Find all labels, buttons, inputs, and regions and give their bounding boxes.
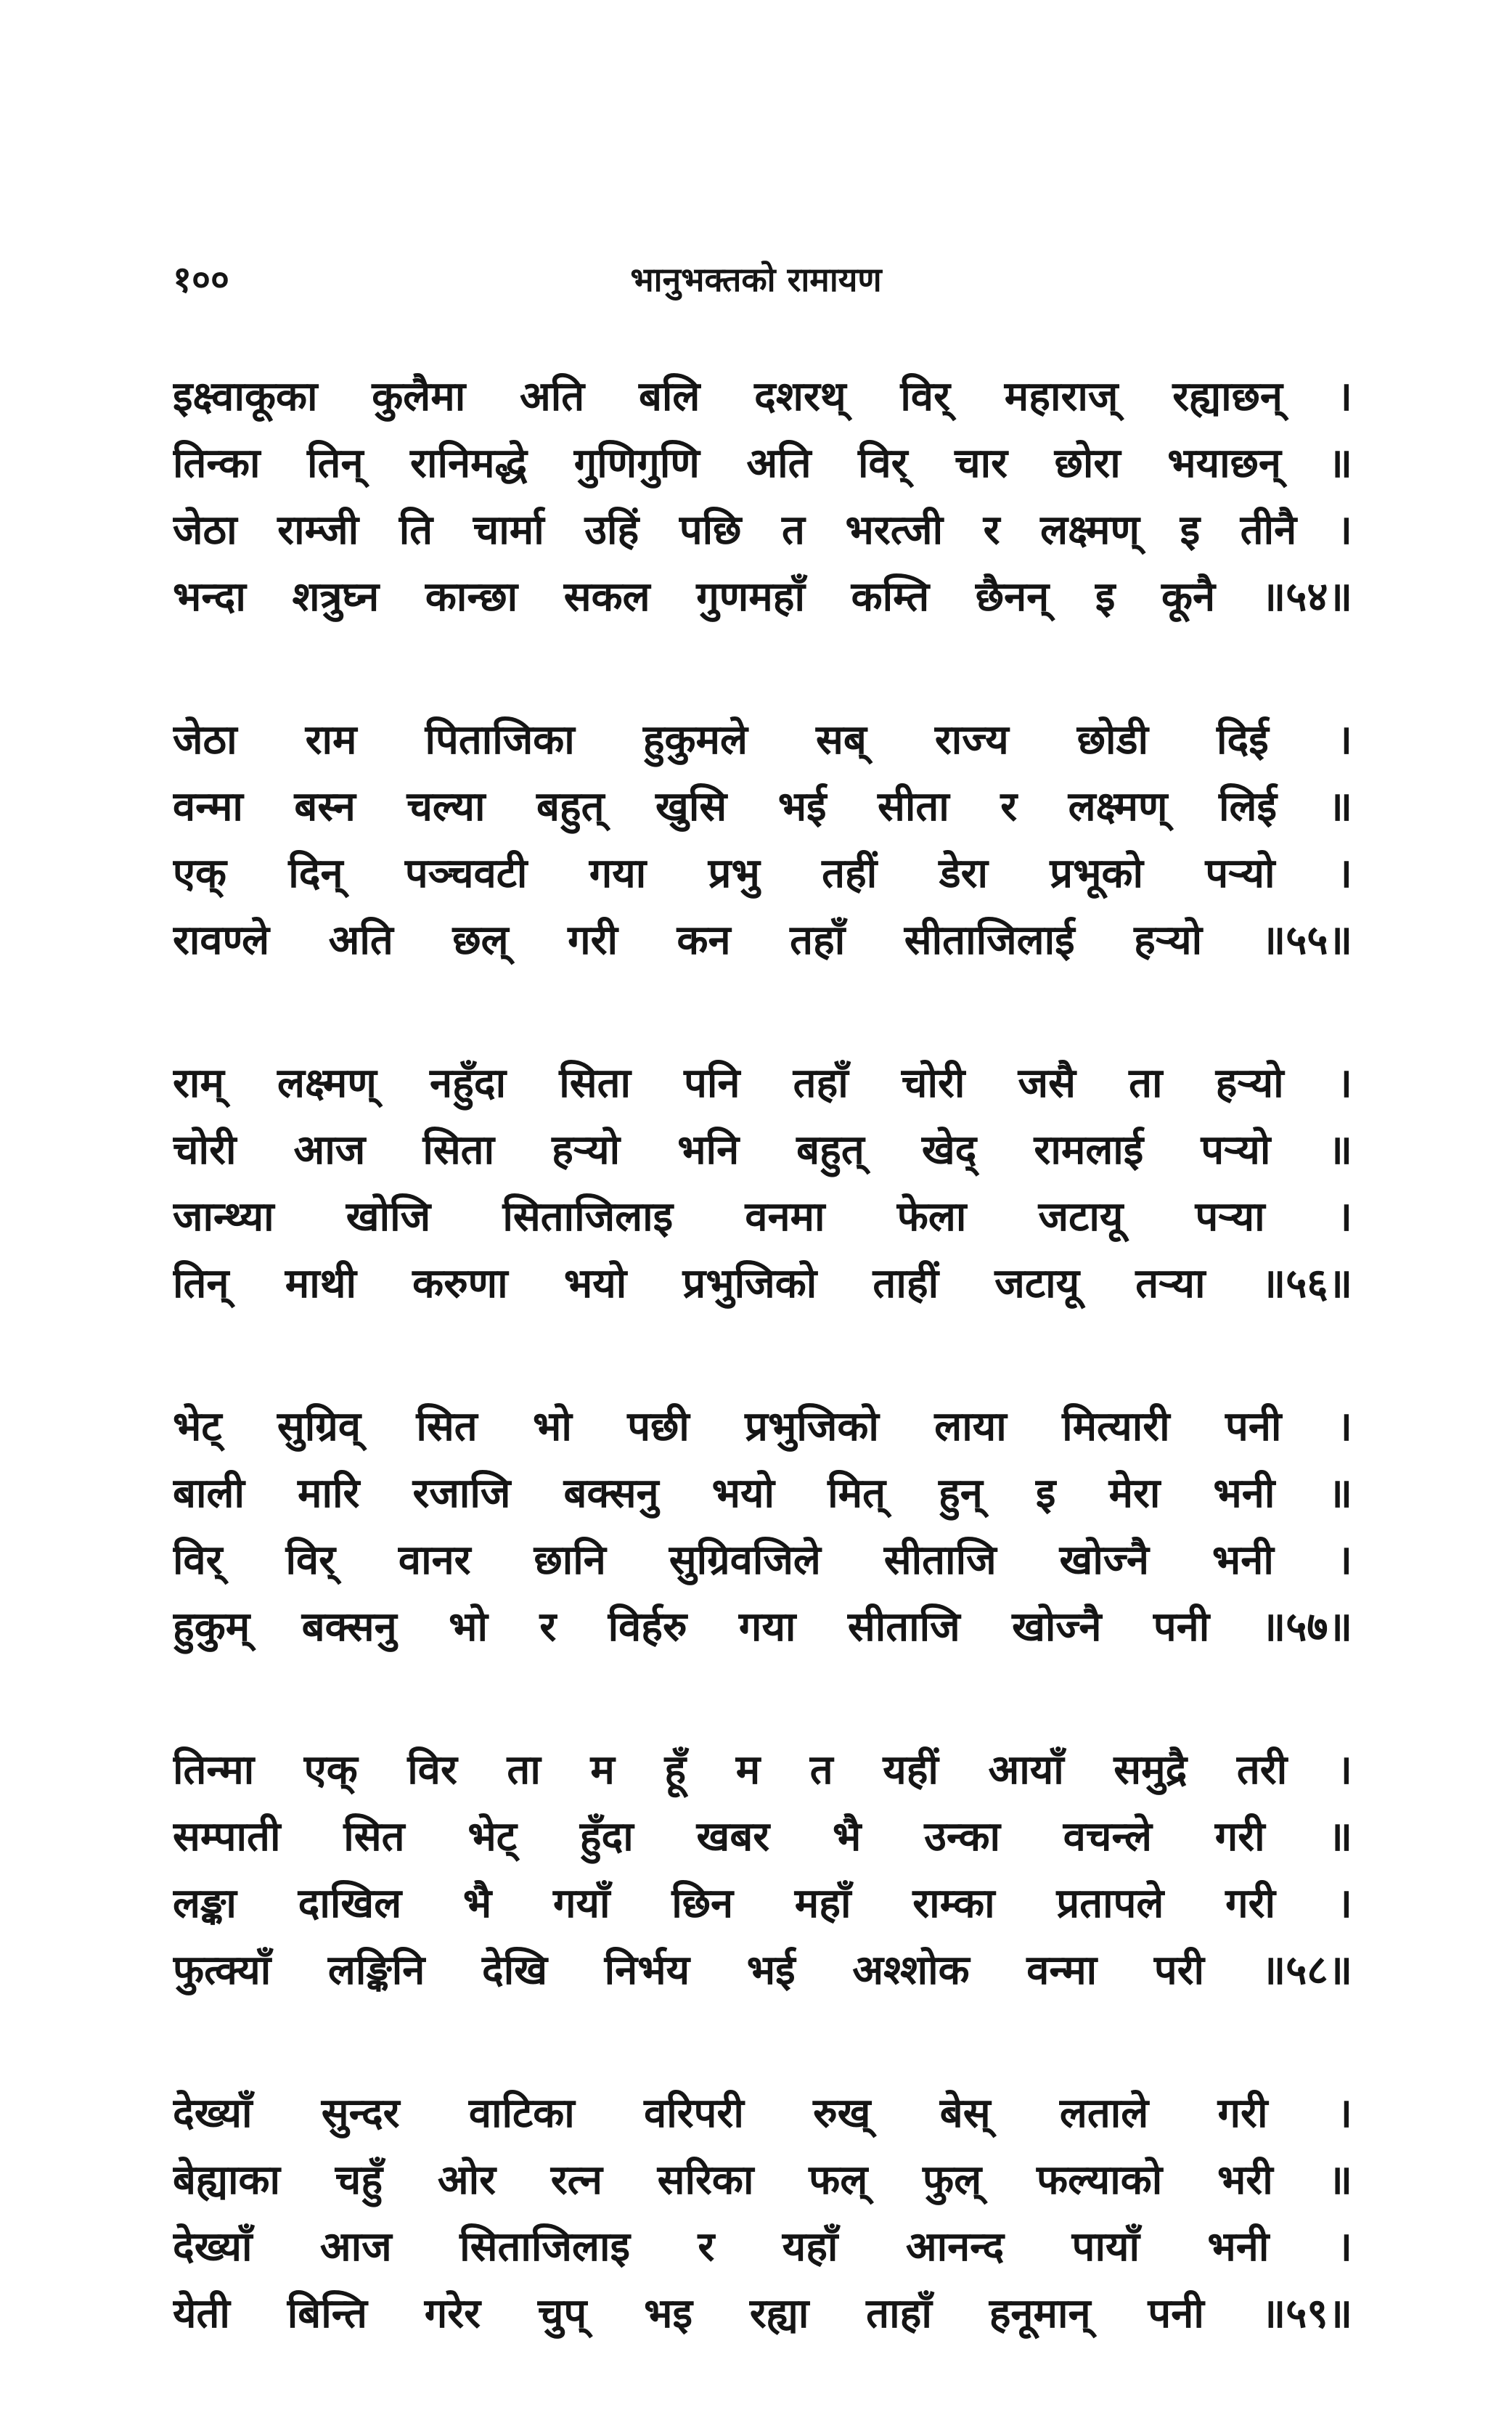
stanza-55	[173, 706, 1352, 973]
page-header	[0, 258, 1512, 301]
verse-line: लङ्का दाखिल भै गयाँ छिन महाँ राम्का प्रतापले गरी ।	[173, 1879, 1352, 1927]
stanza-58	[173, 1736, 1352, 2003]
stanza-54	[173, 363, 1352, 630]
stanza-57	[173, 1393, 1352, 1660]
verse-line: सम्पाती सित भेट् हुँदा खबर भै उन्का वचन्ले गरी ॥	[173, 1813, 1352, 1860]
verse-line: तिन्का तिन् रानिमद्धे गुणिगुणि अति विर् चार छोरा भयाछन् ॥	[173, 439, 1352, 487]
verse-line: भेट् सुग्रिव् सित भो पछी प्रभुजिको लाया मित्यारी पनी ।	[173, 1402, 1352, 1450]
verse-line: बाली मारि रजाजि बक्सनु भयो मित् हुन् इ मेरा भनी ॥	[173, 1469, 1352, 1517]
stanza-59	[173, 2080, 1352, 2347]
verse-line: विर् विर् वानर छानि सुग्रिवजिले सीताजि खोज्नै भनी ।	[173, 1536, 1352, 1584]
verse-line: देख्याँ सुन्दर वाटिका वरिपरी रुख् बेस् लताले गरी ।	[173, 2089, 1352, 2137]
verse-body	[173, 363, 1352, 2423]
page-number: १००	[173, 258, 229, 301]
verse-line: तिन् माथी करुणा भयो प्रभुजिको ताहीं जटायू तऱ्या ॥५६॥	[173, 1259, 1352, 1307]
verse-line: वन्मा बस्न चल्या बहुत् खुसि भई सीता र लक्ष्मण् लिई ॥	[173, 783, 1352, 830]
verse-line: चोरी आज सिता हऱ्यो भनि बहुत् खेद् रामलाई पऱ्यो ॥	[173, 1126, 1352, 1174]
verse-line: बेह्याका चहुँ ओर रत्न सरिका फल् फुल् फल्याको भरी ॥	[173, 2156, 1352, 2204]
running-title: भानुभक्तको रामायण	[630, 260, 882, 299]
stanza-56	[173, 1050, 1352, 1317]
verse-line: फुत्क्याँ लङ्किनि देखि निर्भय भई अश्शोक वन्मा परी ॥५८॥	[173, 1946, 1352, 1994]
verse-line: जेठा राम्जी ति चार्मा उहिं पछि त भरत्जी र लक्ष्मण् इ तीनै ।	[173, 506, 1352, 554]
verse-line: राम् लक्ष्मण् नहुँदा सिता पनि तहाँ चोरी जसै ता हऱ्यो ।	[173, 1059, 1352, 1107]
verse-line: जान्थ्या खोजि सिताजिलाइ वनमा फेला जटायू पऱ्या ।	[173, 1193, 1352, 1241]
verse-line: देख्याँ आज सिताजिलाइ र यहाँ आनन्द पायाँ भनी ।	[173, 2223, 1352, 2271]
verse-line: एक् दिन् पञ्चवटी गया प्रभु तहीं डेरा प्रभूको पऱ्यो ।	[173, 849, 1352, 897]
verse-line: हुकुम् बक्सनु भो र विर्हरु गया सीताजि खोज्नै पनी ॥५७॥	[173, 1603, 1352, 1651]
verse-line: तिन्मा एक् विर ता म हूँ म त यहीं आयाँ समुद्रै तरी ।	[173, 1746, 1352, 1794]
verse-line: जेठा राम पिताजिका हुकुमले सब् राज्य छोडी दिई ।	[173, 716, 1352, 764]
verse-line: भन्दा शत्रुघ्न कान्छा सकल गुणमहाँ कम्ति छैनन् इ कूनै ॥५४॥	[173, 573, 1352, 621]
verse-line: रावण्ले अति छल् गरी कन तहाँ सीताजिलाई हऱ्यो ॥५५॥	[173, 916, 1352, 964]
verse-line: येती बिन्ति गरेर चुप् भइ रह्या ताहाँ हनूमान् पनी ॥५९॥	[173, 2289, 1352, 2337]
verse-line: इक्ष्वाकूका कुलैमा अति बलि दशरथ् विर् महाराज् रह्याछन् ।	[173, 372, 1352, 420]
